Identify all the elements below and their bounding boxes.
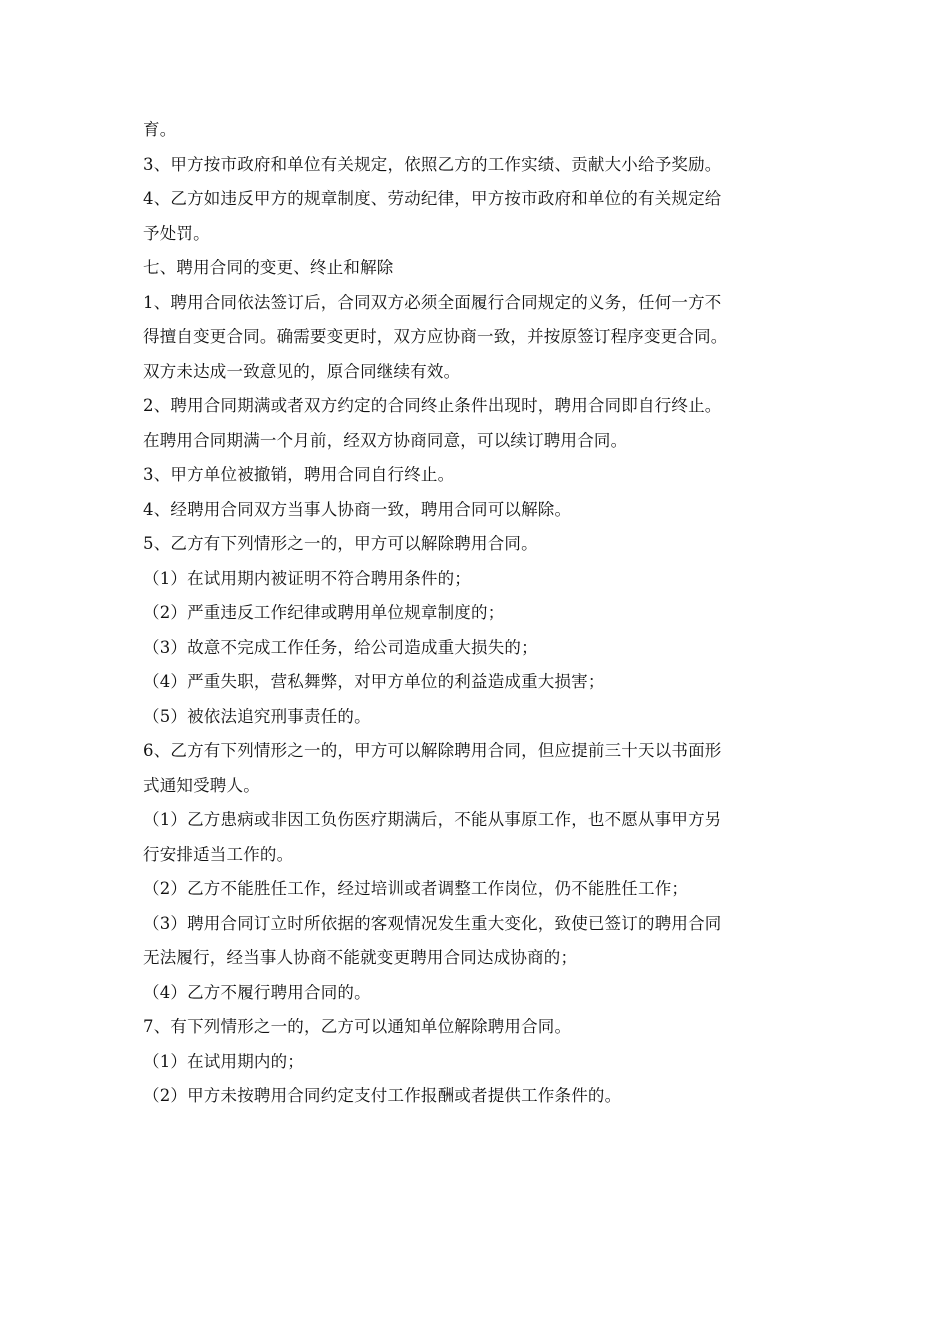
text-line: 2、聘用合同期满或者双方约定的合同终止条件出现时，聘用合同即自行终止。 bbox=[143, 396, 722, 415]
text-line: （1）在试用期内被证明不符合聘用条件的； bbox=[143, 568, 471, 588]
text-line: （2）严重违反工作纪律或聘用单位规章制度的； bbox=[143, 603, 505, 622]
text-line: 育。 bbox=[143, 120, 177, 139]
text-line: 5、乙方有下列情形之一的，甲方可以解除聘用合同。 bbox=[143, 534, 538, 553]
text-line: （1）在试用期内的； bbox=[143, 1051, 304, 1071]
text-line: 6、乙方有下列情形之一的，甲方可以解除聘用合同，但应提前三十天以书面形 bbox=[143, 741, 722, 760]
text-line: 双方未达成一致意见的，原合同继续有效。 bbox=[143, 361, 461, 381]
text-line: 行安排适当工作的。 bbox=[143, 844, 294, 864]
document-body bbox=[143, 113, 815, 1114]
text-line: （3）故意不完成工作任务，给公司造成重大损失的； bbox=[143, 637, 538, 657]
text-line: 4、乙方如违反甲方的规章制度、劳动纪律，甲方按市政府和单位的有关规定给 bbox=[143, 189, 722, 208]
text-line: 3、甲方单位被撤销，聘用合同自行终止。 bbox=[143, 465, 455, 484]
text-line: 7、有下列情形之一的，乙方可以通知单位解除聘用合同。 bbox=[143, 1017, 572, 1036]
text-line: 无法履行，经当事人协商不能就变更聘用合同达成协商的； bbox=[143, 948, 578, 967]
text-line: 在聘用合同期满一个月前，经双方协商同意，可以续订聘用合同。 bbox=[143, 430, 628, 450]
text-line: 1、聘用合同依法签订后，合同双方必须全面履行合同规定的义务，任何一方不 bbox=[143, 292, 722, 312]
text-line: 式通知受聘人。 bbox=[143, 775, 260, 795]
text-line: （4）严重失职，营私舞弊，对甲方单位的利益造成重大损害； bbox=[143, 672, 605, 691]
text-line: （5）被依法追究刑事责任的。 bbox=[143, 706, 371, 726]
text-line: （3）聘用合同订立时所依据的客观情况发生重大变化，致使已签订的聘用合同 bbox=[143, 913, 722, 933]
text-line: （4）乙方不履行聘用合同的。 bbox=[143, 982, 371, 1002]
text-line: （2）甲方未按聘用合同约定支付工作报酬或者提供工作条件的。 bbox=[143, 1086, 622, 1105]
text-line: （1）乙方患病或非因工负伤医疗期满后，不能从事原工作，也不愿从事甲方另 bbox=[143, 810, 722, 829]
section-heading: 七、聘用合同的变更、终止和解除 bbox=[143, 258, 394, 277]
text-line: 予处罚。 bbox=[143, 223, 210, 243]
text-line: 3、甲方按市政府和单位有关规定，依照乙方的工作实绩、贡献大小给予奖励。 bbox=[143, 154, 722, 174]
text-line: 4、经聘用合同双方当事人协商一致，聘用合同可以解除。 bbox=[143, 499, 572, 519]
text-line: （2）乙方不能胜任工作，经过培训或者调整工作岗位，仍不能胜任工作； bbox=[143, 879, 689, 898]
text-line: 得擅自变更合同。确需要变更时，双方应协商一致，并按原签订程序变更合同。 bbox=[143, 327, 728, 346]
